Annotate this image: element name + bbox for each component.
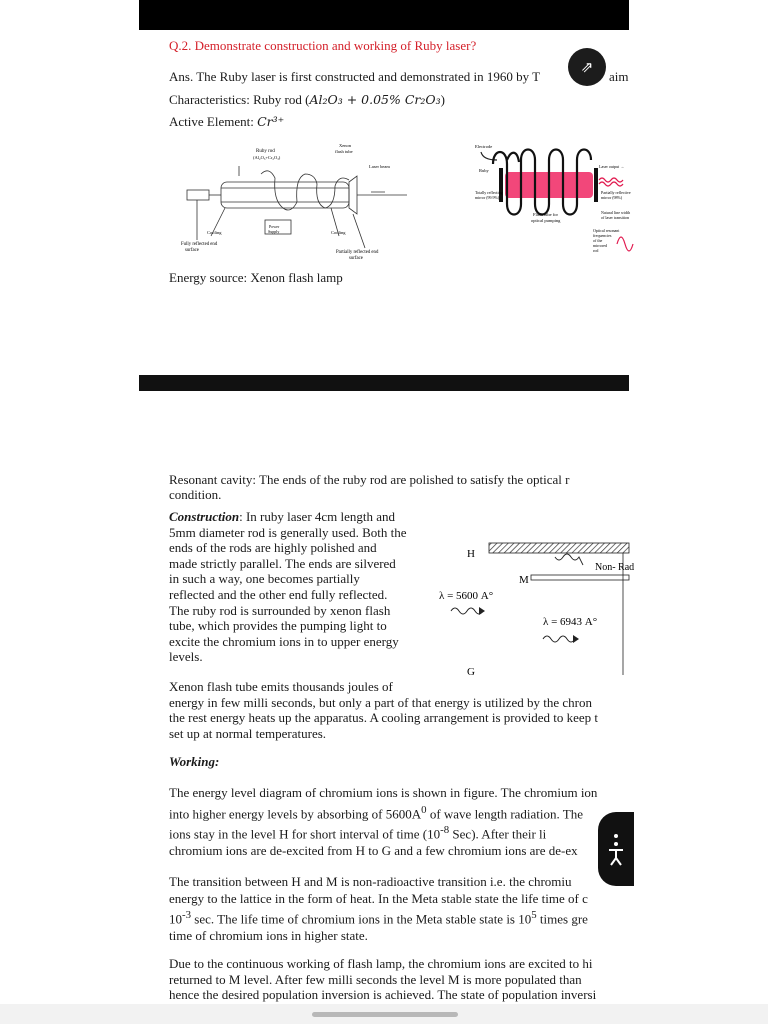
label-ruby-formula: (Al₂O₃+Cr₂O₃) (253, 155, 281, 160)
ruby-formula: Al₂O₃ + 0.05% Cr₂O₃ (309, 92, 441, 107)
page-separator-bar (139, 375, 629, 391)
level-m-label: M (519, 574, 529, 586)
label-total-mirror-2: mirror (99.9%) (475, 195, 500, 200)
document-page-1 (139, 30, 629, 375)
label-power: Power (269, 224, 280, 229)
collapse-fullscreen-button[interactable] (568, 48, 606, 86)
label-cooling-left: Cooling (207, 230, 222, 235)
label-optical-4: mirrored (593, 243, 607, 248)
working-paragraph-1: The energy level diagram of chromium ions is shown in figure. The chromium ion into higher energy levels by absorbing of $5600A^0$ of wave length radiation. The ions stay in the level H for short interval of time ($10^{-8}$ Sec). After their li chromium ions are de-excited from H to G and a few chromium ions are de-ex (169, 785, 598, 859)
label-cooling-right: Cooling (331, 230, 346, 235)
active-formula: Cr³⁺ (257, 114, 285, 129)
answer-line-tail: aim (609, 69, 629, 84)
laser-arrow-icon (573, 635, 579, 643)
active-element-line: Active Element: Cr³⁺ (169, 114, 285, 129)
label-flash-tube: flash tube (335, 149, 353, 154)
label-flash-tube-1: Flash tube for (533, 212, 558, 217)
label-fully-surface: surface (185, 248, 199, 253)
pump-arrow-icon (479, 607, 485, 615)
right-gutter (629, 0, 768, 1024)
pump-wavelength-label: λ = 5600 A° (439, 590, 494, 602)
level-g-label: G (467, 666, 475, 678)
energy-level-diagram (429, 537, 635, 687)
non-radiative-label: Non- Rad (595, 562, 635, 573)
left-gutter (0, 0, 139, 1024)
construction-label: Construction (169, 509, 240, 524)
question-heading: Q.2. Demonstrate construction and working of Ruby laser? (169, 38, 477, 53)
resonant-cavity-line-2: condition. (169, 487, 222, 502)
ruby-laser-illustration (471, 138, 631, 268)
pump-wave (451, 608, 483, 614)
answer-line: Ans. The Ruby laser is first constructed and demonstrated in 1960 by T (169, 69, 541, 84)
label-partial-mirror-1: Partially reflective (601, 190, 631, 195)
label-laser-output: Laser output → (599, 164, 625, 169)
xenon-paragraph: Xenon flash tube emits thousands joules of energy in few milli seconds, but only a part of that energy is utilized by the chron the rest energy heats up the apparatus. A cooling arrangement is provided to keep t set up at normal temperatures. (169, 679, 598, 741)
label-supply: Supply (268, 229, 280, 234)
label-fully-reflected: Fully reflected end (181, 242, 218, 247)
label-flash-tube-2: optical pumping (531, 218, 561, 223)
label-ruby: Ruby (479, 168, 489, 173)
label-electrode: Electrode (475, 144, 493, 149)
level-h-label: H (467, 548, 475, 560)
energy-source-line: Energy source: Xenon flash lamp (169, 270, 343, 285)
label-partial-mirror-2: mirror (98%) (601, 195, 623, 200)
document-page-2 (139, 391, 635, 1011)
page-top-bar (139, 0, 629, 30)
label-total-mirror-1: Totally reflecting (475, 190, 503, 195)
label-optical-5: rod (593, 248, 599, 253)
characteristics-line: Characteristics: Ruby rod (Al₂O₃ + 0.05% Cr₂O₃) (169, 92, 445, 107)
accessibility-icon (607, 832, 625, 866)
collapse-arrows-icon: ⇗ (580, 58, 594, 76)
working-paragraph-2: The transition between H and M is non-radioactive transition i.e. the chromiu energy to the lattice in the form of heat. In the Meta stable state the life time of c $10^{-3}$ sec. The life time of chromium ions in the Meta stable state is $10^5$ times gre time of chromium ions in higher state. (169, 874, 588, 943)
label-optical-2: frequencies (593, 233, 612, 238)
laser-wave (543, 636, 575, 642)
working-heading: Working: (169, 754, 220, 769)
label-natural-1: Natural line width (601, 210, 631, 215)
home-indicator[interactable] (312, 1012, 458, 1017)
label-partially-surface: surface (349, 256, 363, 261)
label-optical-3: of the (593, 238, 603, 243)
resonant-cavity-line-1: Resonant cavity: The ends of the ruby rod are polished to satisfy the optical r (169, 472, 570, 487)
working-paragraph-3: Due to the continuous working of flash lamp, the chromium ions are excited to hi returned to M level. After few milli seconds the level M is more populated than hence the desired population inversion is achieved. The state of population inversi (169, 956, 597, 1003)
accessibility-button[interactable] (598, 812, 634, 886)
label-partially-reflected: Partially reflected end (336, 250, 379, 255)
label-natural-2: of laser transition (601, 215, 629, 220)
label-optical-1: Optical resonant (593, 228, 620, 233)
laser-wavelength-label: λ = 6943 A° (543, 616, 598, 628)
label-ruby-rod: Ruby rod (256, 149, 275, 154)
construction-paragraph: Construction: In ruby laser 4cm length and 5mm diameter rod is generally used. Both the ends of the rods are highly polished and made strictly parallel. The ends are silvered in such a way, one becomes partially reflected and the other end fully reflected. The ruby rod is surrounded by xenon flash tube, which provides the pumping light to excite the chromium ions in to upper energy levels. (169, 509, 407, 665)
label-xenon: Xenon (339, 143, 351, 148)
ruby-laser-schematic (181, 140, 421, 270)
label-laser-beam: Laser beam (369, 164, 390, 169)
non-radiative-wave (555, 554, 583, 565)
